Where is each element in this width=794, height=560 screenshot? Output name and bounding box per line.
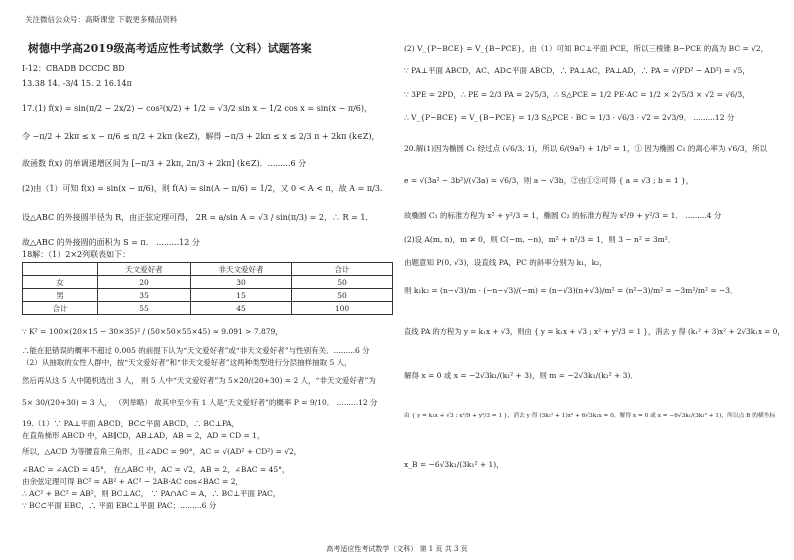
p17-line: 令 −π/2 + 2kπ ≤ x − π/6 ≤ π/2 + 2kπ (k∈Z)，解得 −π/3 + 2kπ ≤ x ≤ 2/3 π + 2kπ (k∈Z)， (22, 132, 380, 141)
p19-line: (2) V_{P−BCE} = V_{B−PCE}，由（1）可知 BC⊥平面 PCE，所以三棱锥 B−PCE 的高为 BC = √2， (404, 44, 769, 53)
p19-line: 19.（1）∵ PA⊥平面 ABCD，BC⊂平面 ABCD，∴ BC⊥PA， (22, 419, 240, 428)
p20-line: 故椭圆 C₁ 的标准方程为 x² + y²/3 = 1，椭圆 C₂ 的标准方程为 x²/9 + y²/3 = 1． .........4 分 (404, 211, 722, 220)
p17-line: (2)由（1）可知 f(x) = sin(x − π/6)，则 f(A) = sin(A − π/6) = 1/2，又 0 < A < π，故 A = π/3． (22, 184, 388, 193)
p18-line: 5× 30/(20+30) = 3 人， （列举略） 故其中至少有 1 人是“天文爱好者”的概率 P = 9/10． .........12 分 (22, 398, 378, 407)
p18-line: ∴能在犯错误的概率不超过 0.005 的前提下认为“天文爱好者”或“非天文爱好者”与性别有关．.........6 分 (22, 346, 370, 355)
page-title: 树德中学高2019级高考适应性考试数学（文科）试题答案 (28, 42, 312, 55)
p20-line: 20.解(1)因为椭圆 C₁ 经过点 (√6/3, 1)，所以 6/(9a²) + 1/b² = 1，① 因为椭圆 C₁ 的离心率为 √6/3，所以 (404, 144, 768, 153)
table-cell: 20 (98, 276, 191, 289)
p19-line: 所以，△ACD 为等腰直角三角形，且∠ADC = 90°，AC = √(AD² + CD²) = √2， (22, 447, 302, 456)
p20-line: x_B = −6√3k₁/(3k₁² + 1)， (404, 460, 504, 469)
table-header-row (23, 263, 393, 276)
p20-line: 直线 PA 的方程为 y = k₁x + √3，则由 { y = k₁x + √3 ; x² + y²/3 = 1 }，消去 y 得 (k₁² + 3)x² + 2√3k₁x = 0， (404, 327, 785, 336)
p17-line: 故△ABC 的外接圆的面积为 S = π． .........12 分 (22, 238, 200, 247)
p19-line: ∠BAC = ∠ACD = 45°， 在△ABC 中，AC = √2，AB = 2，∠BAC = 45°， (22, 465, 290, 474)
table-cell: 45 (191, 302, 292, 315)
p19-line: ∴ AC² + BC² = AB²，则 BC⊥AC， ∵ PA∩AC = A，∴ BC⊥平面 PAC， (22, 489, 281, 498)
p18-line: （2）从抽取的女性人群中，按“天文爱好者”和“非天文爱好者”这两种类型进行分层抽样抽取 5 人， (22, 358, 352, 367)
table-cell: 合计 (23, 302, 98, 315)
p17-line: 设△ABC 的外接圆半径为 R，由正弦定理可得， 2R = a/sin A = √3 / sin(π/3) = 2，∴ R = 1． (22, 213, 374, 222)
table-header-cell (23, 263, 98, 276)
table-cell: 55 (98, 302, 191, 315)
table-cell: 男 (23, 289, 98, 302)
mc-answers: I-12：CBADB DCCDC BD (22, 64, 125, 73)
table-cell: 50 (292, 276, 393, 289)
p20-line: 由题意知 P(0, √3)，设直线 PA，PC 的斜率分别为 k₁，k₂， (404, 258, 607, 267)
table-header-cell: 非天文爱好者 (191, 263, 292, 276)
table-row (23, 276, 393, 289)
fill-answers: 13.38 14. -3/4 15. 2 16.14π (22, 79, 132, 88)
table-cell: 30 (191, 276, 292, 289)
p17-line: 17.(1) f(x) = sin(π/2 − 2x/2) − cos²(x/2) + 1/2 = √3/2 sin x − 1/2 cos x = sin(x − π/6)， (22, 104, 373, 113)
p18-line: ∵ K² = 100×(20×15 − 30×35)² / (50×50×55×45) ≈ 9.091 > 7.879， (22, 327, 283, 336)
p20-line: 由 { y = k₁x + √3 ; x²/9 + y²/3 = 1 }，消去 y 得 (3k₁² + 1)x² + 6√3k₁x = 0，解得 x = 0 或 x = −6√3k₁/(3k₁² + 1)，所以点 B 的横坐标 (404, 413, 776, 419)
table-row (23, 289, 393, 302)
p19-line: 在直角梯形 ABCD 中，AB∥CD，AB⊥AD，AB = 2，AD = CD = 1， (22, 431, 265, 440)
p19-line: 由余弦定理可得 BC² = AB² + AC² − 2AB·AC cos∠BAC = 2， (22, 477, 243, 486)
table-cell: 35 (98, 289, 191, 302)
table-cell: 100 (292, 302, 393, 315)
table-header-cell: 天文爱好者 (98, 263, 191, 276)
p20-line: 则 k₁k₂ = (n−√3)/m · (−n−√3)/(−m) = (n−√3)(n+√3)/m² = (n²−3)/m² = −3m²/m² = −3． (404, 286, 738, 295)
table-row (23, 302, 393, 315)
p20-line: (2)设 A(m, n)，m ≠ 0，则 C(−m, −n)，m² + n²/3 = 1，则 3 − n² = 3m²． (404, 235, 676, 244)
p19-line: ∵ BC⊂平面 EBC，∴ 平面 EBC⊥平面 PAC；.........6 分 (22, 501, 217, 510)
contingency-table (22, 262, 393, 315)
p19-line: ∵ PA⊥平面 ABCD，AC、AD⊂平面 ABCD，∴ PA⊥AC，PA⊥AD，∴ PA = √(PD² − AD²) = √5， (404, 66, 750, 75)
p18-line: 然后再从这 5 人中随机选出 3 人， 则 5 人中“天文爱好者”为 5×20/(20+30) = 2 人，“非天文爱好者”为 (22, 376, 376, 385)
p18-heading: 18解：（1）2×2列联表如下： (22, 250, 131, 259)
p20-line: e = √(3a² − 3b²)/(√3a) = √6/3，则 a − √3b，②由①②可得 { a = √3 ; b = 1 }， (404, 176, 694, 185)
table-cell: 50 (292, 289, 393, 302)
table-cell: 15 (191, 289, 292, 302)
table-cell: 女 (23, 276, 98, 289)
p19-line: ∴ V_{P−BCE} = V_{B−PCE} = 1/3 S△PCE · BC = 1/3 · √6/3 · √2 = 2√3/9． .........12 分 (404, 113, 735, 122)
page-footer: 高考适应性考试数学（文科） 第 1 页 共 3 页 (326, 545, 468, 553)
table-header-cell: 合计 (292, 263, 393, 276)
p19-line: ∵ 3PE = 2PD，∴ PE = 2/3 PA = 2√5/3，∴ S△PCE = 1/2 PE·AC = 1/2 × 2√5/3 × √2 = √6/3， (404, 90, 750, 99)
p17-line: 故函数 f(x) 的单调递增区间为 [−π/3 + 2kπ, 2π/3 + 2kπ] (k∈Z)．.........6 分 (22, 159, 307, 168)
p20-line: 解得 x = 0 或 x = −2√3k₁/(k₁² + 3)，则 m = −2√3k₁/(k₁² + 3)． (404, 371, 638, 380)
header-note: 关注微信公众号：高斯课堂 下载更多精品资料 (25, 15, 178, 24)
